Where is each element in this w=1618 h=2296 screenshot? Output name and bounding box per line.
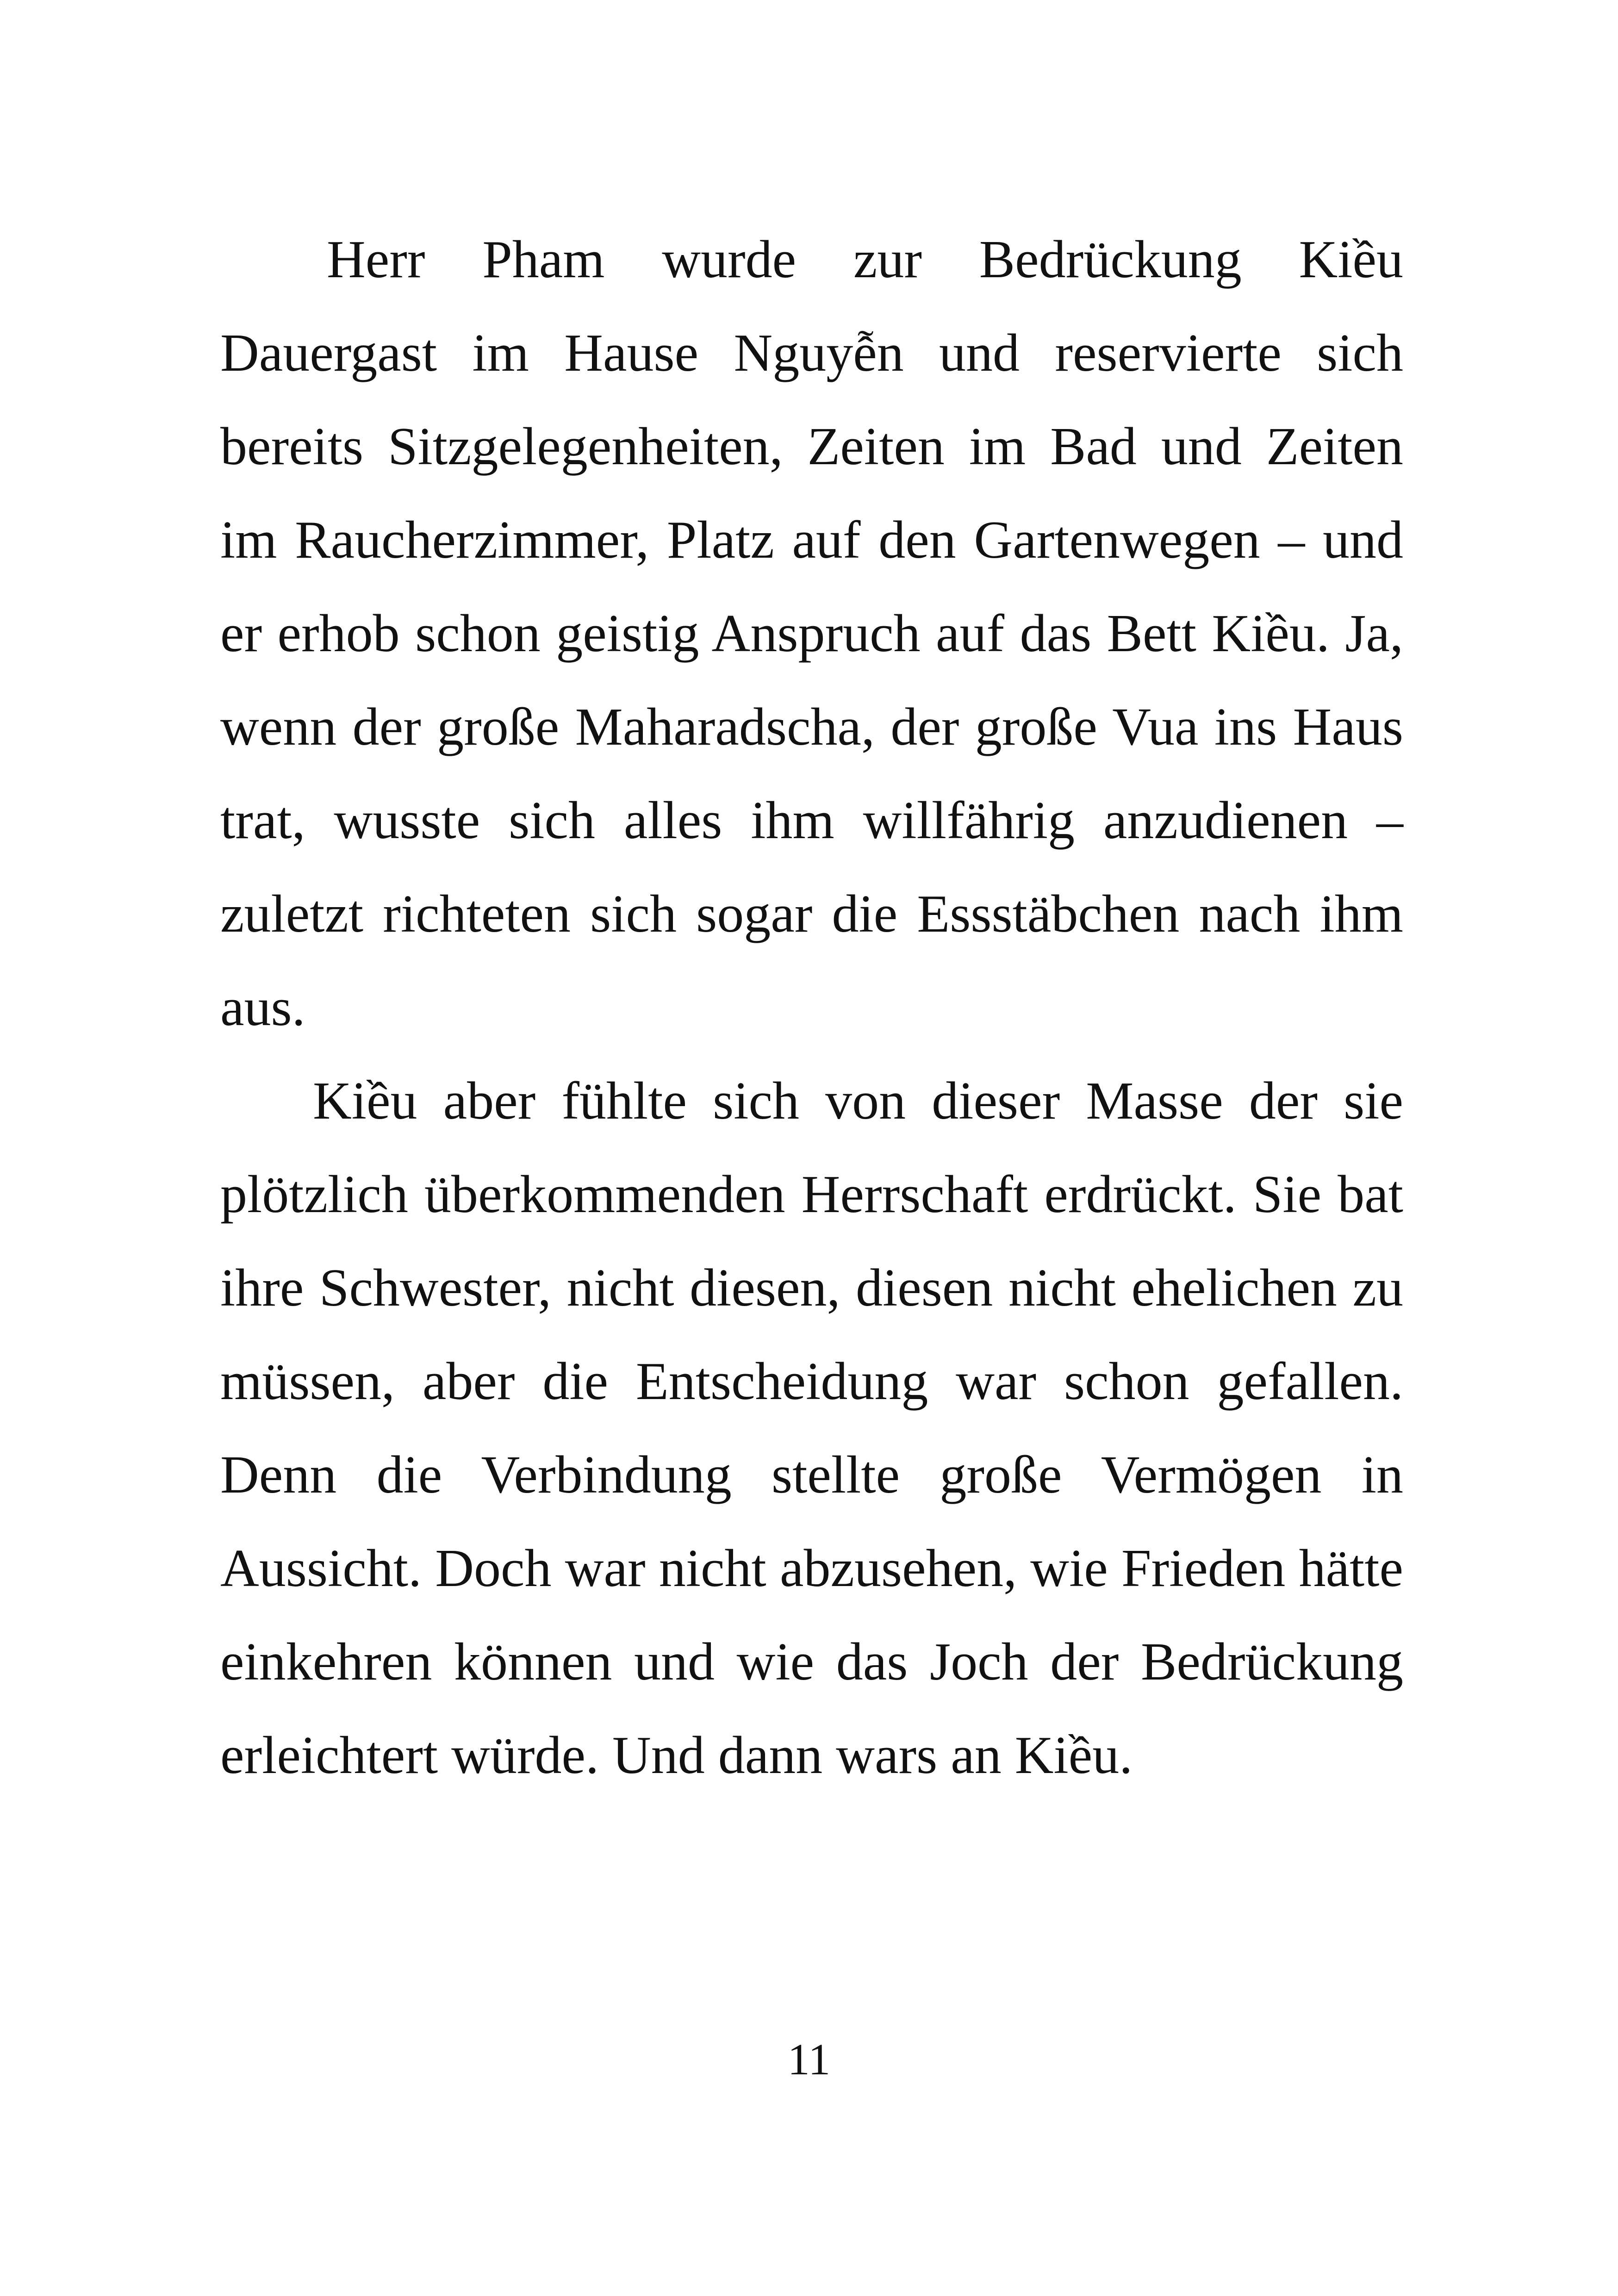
paragraph: Herr Pham wurde zur Bedrückung Kiều Dauergast im Hause Nguyễn und reservierte sich bereits Sitzgelegenheiten, Zeiten im Bad und Zeiten im Raucherzimmer, Platz auf den Gartenwegen – und er erhob schon geistig Anspruch auf das Bett Kiều. Ja, wenn der große Maharadscha, der große Vua ins Haus trat, wusste sich alles ihm willfährig anzudienen – zuletzt richteten sich sogar die Essstäbchen nach ihm aus. — [220, 230, 1403, 1037]
body-text — [220, 213, 1403, 1802]
paragraph: Kiều aber fühlte sich von dieser Masse der sie plötzlich überkommenden Herrschaft erdrückt. Sie bat ihre Schwester, nicht diesen, diesen nicht ehelichen zu müssen, aber die Entscheidung war schon gefallen. Denn die Verbindung stellte große Vermögen in Aussicht. Doch war nicht abzusehen, wie Frieden hätte einkehren können und wie das Joch der Bedrückung erleichtert würde. Und dann wars an Kiều. — [220, 1071, 1403, 1785]
page-number: 11 — [787, 2035, 831, 2084]
